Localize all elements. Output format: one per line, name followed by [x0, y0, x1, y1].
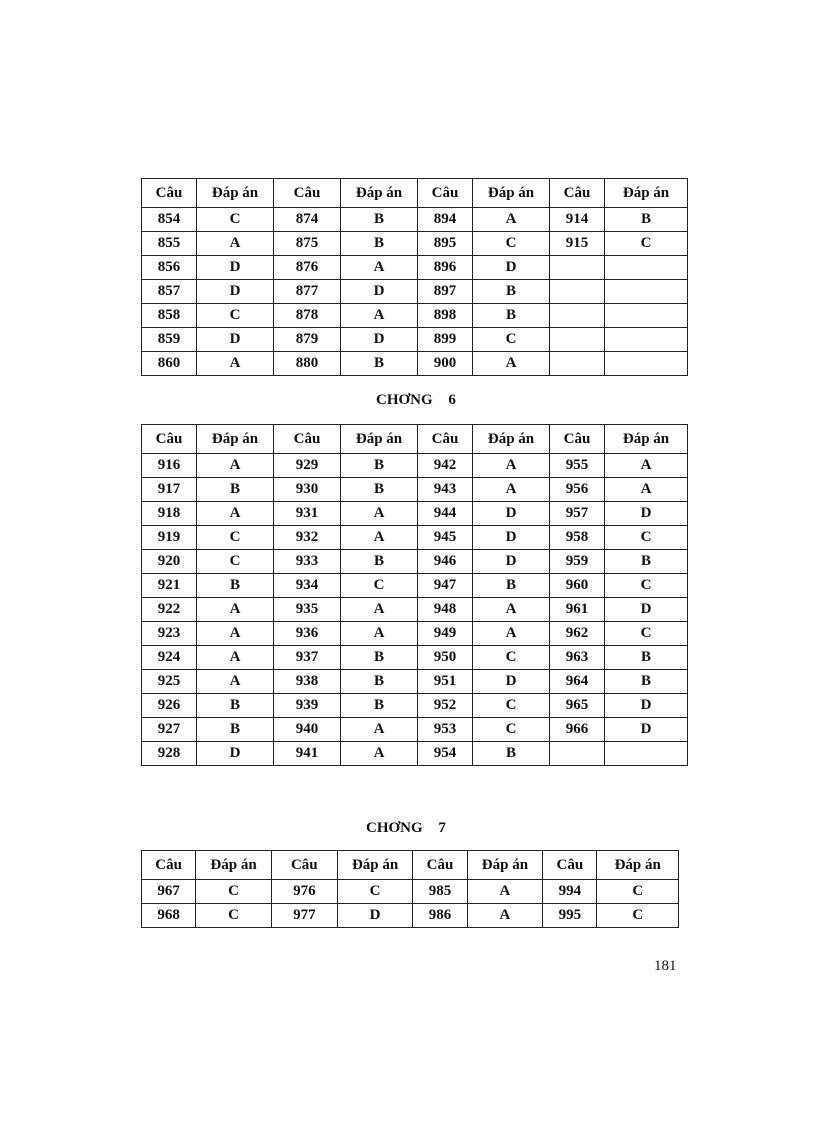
question-number-cell: 929 — [274, 454, 341, 478]
question-number-cell: 995 — [543, 904, 597, 928]
question-number-cell: 958 — [550, 526, 605, 550]
question-number-cell: 858 — [142, 304, 197, 328]
table-row — [142, 304, 688, 328]
answer-cell: C — [197, 550, 274, 574]
question-number-cell: 963 — [550, 646, 605, 670]
question-number-cell: 945 — [418, 526, 473, 550]
header-row — [142, 851, 679, 880]
question-number-cell: 915 — [550, 232, 605, 256]
question-number-cell: 933 — [274, 550, 341, 574]
question-number-cell: 951 — [418, 670, 473, 694]
question-number-cell: 876 — [274, 256, 341, 280]
table-row — [142, 280, 688, 304]
question-number-cell — [550, 352, 605, 376]
question-number-cell: 955 — [550, 454, 605, 478]
table-row — [142, 718, 688, 742]
answer-cell: D — [605, 694, 688, 718]
question-number-cell: 898 — [418, 304, 473, 328]
question-number-cell: 877 — [274, 280, 341, 304]
header-dap-an: Đáp án — [197, 425, 274, 454]
question-number-cell: 924 — [142, 646, 197, 670]
answer-cell: A — [197, 622, 274, 646]
answer-cell: D — [341, 328, 418, 352]
answer-cell: B — [341, 352, 418, 376]
answer-cell: B — [341, 646, 418, 670]
question-number-cell: 854 — [142, 208, 197, 232]
answer-cell: A — [197, 232, 274, 256]
answer-cell: B — [197, 574, 274, 598]
answer-cell: B — [197, 694, 274, 718]
answer-cell: D — [473, 502, 550, 526]
answer-cell: C — [196, 904, 272, 928]
question-number-cell: 957 — [550, 502, 605, 526]
answer-cell: B — [473, 574, 550, 598]
question-number-cell: 959 — [550, 550, 605, 574]
question-number-cell: 916 — [142, 454, 197, 478]
header-dap-an: Đáp án — [341, 179, 418, 208]
question-number-cell: 917 — [142, 478, 197, 502]
question-number-cell: 944 — [418, 502, 473, 526]
answer-cell: C — [197, 526, 274, 550]
question-number-cell: 949 — [418, 622, 473, 646]
answer-cell: A — [473, 454, 550, 478]
answer-cell: A — [341, 598, 418, 622]
question-number-cell: 940 — [274, 718, 341, 742]
question-number-cell: 931 — [274, 502, 341, 526]
table-row — [142, 904, 679, 928]
answer-cell: C — [473, 718, 550, 742]
answer-cell: A — [197, 598, 274, 622]
answer-cell: B — [341, 550, 418, 574]
answer-cell: C — [473, 232, 550, 256]
answer-cell: A — [605, 478, 688, 502]
question-number-cell: 935 — [274, 598, 341, 622]
question-number-cell — [550, 742, 605, 766]
answer-cell: C — [197, 208, 274, 232]
answer-cell: B — [341, 478, 418, 502]
answer-cell — [605, 742, 688, 766]
header-cau: Câu — [274, 179, 341, 208]
answer-cell: A — [473, 622, 550, 646]
answer-cell: D — [605, 502, 688, 526]
header-cau: Câu — [550, 425, 605, 454]
question-number-cell: 896 — [418, 256, 473, 280]
answer-cell — [605, 304, 688, 328]
answer-cell — [605, 352, 688, 376]
question-number-cell: 947 — [418, 574, 473, 598]
answer-cell: D — [337, 904, 413, 928]
header-dap-an: Đáp án — [341, 425, 418, 454]
answer-cell: D — [473, 670, 550, 694]
answer-cell: B — [473, 304, 550, 328]
answer-cell: C — [597, 880, 679, 904]
question-number-cell: 859 — [142, 328, 197, 352]
answer-cell: C — [197, 304, 274, 328]
question-number-cell — [550, 256, 605, 280]
question-number-cell: 985 — [413, 880, 467, 904]
answer-cell: C — [473, 646, 550, 670]
question-number-cell: 860 — [142, 352, 197, 376]
answer-cell: A — [341, 622, 418, 646]
answer-cell: B — [341, 454, 418, 478]
table-row — [142, 670, 688, 694]
question-number-cell: 920 — [142, 550, 197, 574]
question-number-cell: 936 — [274, 622, 341, 646]
answer-cell: A — [605, 454, 688, 478]
question-number-cell: 994 — [543, 880, 597, 904]
table-row — [142, 478, 688, 502]
header-cau: Câu — [142, 425, 197, 454]
question-number-cell: 956 — [550, 478, 605, 502]
answer-cell: A — [197, 454, 274, 478]
answer-cell — [605, 328, 688, 352]
answer-cell: A — [473, 478, 550, 502]
question-number-cell: 918 — [142, 502, 197, 526]
question-number-cell: 950 — [418, 646, 473, 670]
table-row — [142, 646, 688, 670]
header-cau: Câu — [413, 851, 467, 880]
answer-cell: A — [473, 598, 550, 622]
answer-table-chapter-6 — [141, 424, 688, 766]
answer-cell: C — [473, 328, 550, 352]
answer-cell — [605, 280, 688, 304]
answer-cell: C — [341, 574, 418, 598]
table-row — [142, 328, 688, 352]
question-number-cell: 925 — [142, 670, 197, 694]
header-cau: Câu — [142, 851, 196, 880]
question-number-cell: 954 — [418, 742, 473, 766]
question-number-cell: 930 — [274, 478, 341, 502]
answer-cell: D — [473, 550, 550, 574]
answer-cell: B — [341, 232, 418, 256]
answer-cell: C — [597, 904, 679, 928]
answer-cell: C — [473, 694, 550, 718]
answer-cell: B — [605, 670, 688, 694]
header-row — [142, 425, 688, 454]
answer-cell: A — [467, 904, 543, 928]
table-row — [142, 454, 688, 478]
answer-cell: B — [605, 550, 688, 574]
question-number-cell — [550, 280, 605, 304]
header-cau: Câu — [418, 425, 473, 454]
header-cau: Câu — [543, 851, 597, 880]
answer-cell: B — [473, 742, 550, 766]
answer-table-chapter-7 — [141, 850, 679, 928]
question-number-cell: 857 — [142, 280, 197, 304]
answer-cell: B — [605, 208, 688, 232]
table-row — [142, 550, 688, 574]
table-row — [142, 208, 688, 232]
question-number-cell — [550, 304, 605, 328]
answer-cell: C — [605, 622, 688, 646]
answer-table-top — [141, 178, 688, 376]
answer-cell: A — [473, 208, 550, 232]
header-row — [142, 179, 688, 208]
table-row — [142, 232, 688, 256]
answer-cell: A — [197, 646, 274, 670]
question-number-cell: 977 — [271, 904, 337, 928]
question-number-cell: 964 — [550, 670, 605, 694]
question-number-cell: 923 — [142, 622, 197, 646]
answer-cell: A — [467, 880, 543, 904]
answer-cell: D — [197, 256, 274, 280]
question-number-cell: 966 — [550, 718, 605, 742]
question-number-cell: 934 — [274, 574, 341, 598]
question-number-cell: 897 — [418, 280, 473, 304]
table-row — [142, 694, 688, 718]
question-number-cell: 953 — [418, 718, 473, 742]
answer-cell: A — [341, 502, 418, 526]
question-number-cell: 962 — [550, 622, 605, 646]
answer-cell: A — [341, 304, 418, 328]
answer-cell: D — [473, 256, 550, 280]
answer-cell: D — [197, 280, 274, 304]
header-dap-an: Đáp án — [597, 851, 679, 880]
question-number-cell: 941 — [274, 742, 341, 766]
question-number-cell: 895 — [418, 232, 473, 256]
table-row — [142, 622, 688, 646]
table-row — [142, 256, 688, 280]
question-number-cell: 926 — [142, 694, 197, 718]
question-number-cell: 900 — [418, 352, 473, 376]
chapter-7-heading: CHƠNG 7 — [366, 820, 446, 836]
header-cau: Câu — [418, 179, 473, 208]
question-number-cell: 968 — [142, 904, 196, 928]
page-number: 181 — [654, 958, 677, 974]
question-number-cell: 939 — [274, 694, 341, 718]
question-number-cell — [550, 328, 605, 352]
question-number-cell: 952 — [418, 694, 473, 718]
question-number-cell: 874 — [274, 208, 341, 232]
answer-cell: B — [473, 280, 550, 304]
answer-cell: A — [341, 256, 418, 280]
answer-cell: C — [605, 526, 688, 550]
header-dap-an: Đáp án — [467, 851, 543, 880]
answer-cell: B — [197, 478, 274, 502]
header-cau: Câu — [271, 851, 337, 880]
header-cau: Câu — [274, 425, 341, 454]
chapter-6-heading: CHƠNG 6 — [376, 392, 456, 408]
answer-cell: D — [197, 328, 274, 352]
answer-cell: B — [605, 646, 688, 670]
answer-cell: D — [341, 280, 418, 304]
question-number-cell: 919 — [142, 526, 197, 550]
question-number-cell: 894 — [418, 208, 473, 232]
answer-cell: D — [197, 742, 274, 766]
question-number-cell: 856 — [142, 256, 197, 280]
question-number-cell: 922 — [142, 598, 197, 622]
question-number-cell: 946 — [418, 550, 473, 574]
answer-cell: C — [196, 880, 272, 904]
question-number-cell: 960 — [550, 574, 605, 598]
header-dap-an: Đáp án — [337, 851, 413, 880]
question-number-cell: 855 — [142, 232, 197, 256]
answer-cell: A — [197, 352, 274, 376]
answer-cell: B — [341, 694, 418, 718]
answer-cell: C — [605, 232, 688, 256]
header-cau: Câu — [142, 179, 197, 208]
question-number-cell: 928 — [142, 742, 197, 766]
header-dap-an: Đáp án — [196, 851, 272, 880]
answer-cell: B — [197, 718, 274, 742]
answer-cell: D — [473, 526, 550, 550]
question-number-cell: 986 — [413, 904, 467, 928]
header-dap-an: Đáp án — [473, 425, 550, 454]
answer-cell: D — [605, 718, 688, 742]
answer-cell: A — [341, 742, 418, 766]
question-number-cell: 878 — [274, 304, 341, 328]
question-number-cell: 914 — [550, 208, 605, 232]
table-row — [142, 574, 688, 598]
header-cau: Câu — [550, 179, 605, 208]
table-row — [142, 742, 688, 766]
table-row — [142, 526, 688, 550]
header-dap-an: Đáp án — [605, 179, 688, 208]
answer-cell: C — [337, 880, 413, 904]
answer-cell: A — [341, 526, 418, 550]
answer-cell — [605, 256, 688, 280]
question-number-cell: 961 — [550, 598, 605, 622]
question-number-cell: 942 — [418, 454, 473, 478]
answer-cell: D — [605, 598, 688, 622]
header-dap-an: Đáp án — [197, 179, 274, 208]
question-number-cell: 879 — [274, 328, 341, 352]
answer-cell: A — [473, 352, 550, 376]
answer-cell: B — [341, 670, 418, 694]
header-dap-an: Đáp án — [473, 179, 550, 208]
question-number-cell: 976 — [271, 880, 337, 904]
question-number-cell: 965 — [550, 694, 605, 718]
question-number-cell: 948 — [418, 598, 473, 622]
answer-cell: A — [341, 718, 418, 742]
table-row — [142, 352, 688, 376]
question-number-cell: 875 — [274, 232, 341, 256]
table-row — [142, 880, 679, 904]
answer-cell: A — [197, 670, 274, 694]
table-row — [142, 502, 688, 526]
answer-cell: B — [341, 208, 418, 232]
question-number-cell: 927 — [142, 718, 197, 742]
table-row — [142, 598, 688, 622]
answer-cell: A — [197, 502, 274, 526]
header-dap-an: Đáp án — [605, 425, 688, 454]
question-number-cell: 932 — [274, 526, 341, 550]
answer-cell: C — [605, 574, 688, 598]
question-number-cell: 938 — [274, 670, 341, 694]
question-number-cell: 937 — [274, 646, 341, 670]
question-number-cell: 967 — [142, 880, 196, 904]
question-number-cell: 880 — [274, 352, 341, 376]
question-number-cell: 921 — [142, 574, 197, 598]
question-number-cell: 943 — [418, 478, 473, 502]
question-number-cell: 899 — [418, 328, 473, 352]
